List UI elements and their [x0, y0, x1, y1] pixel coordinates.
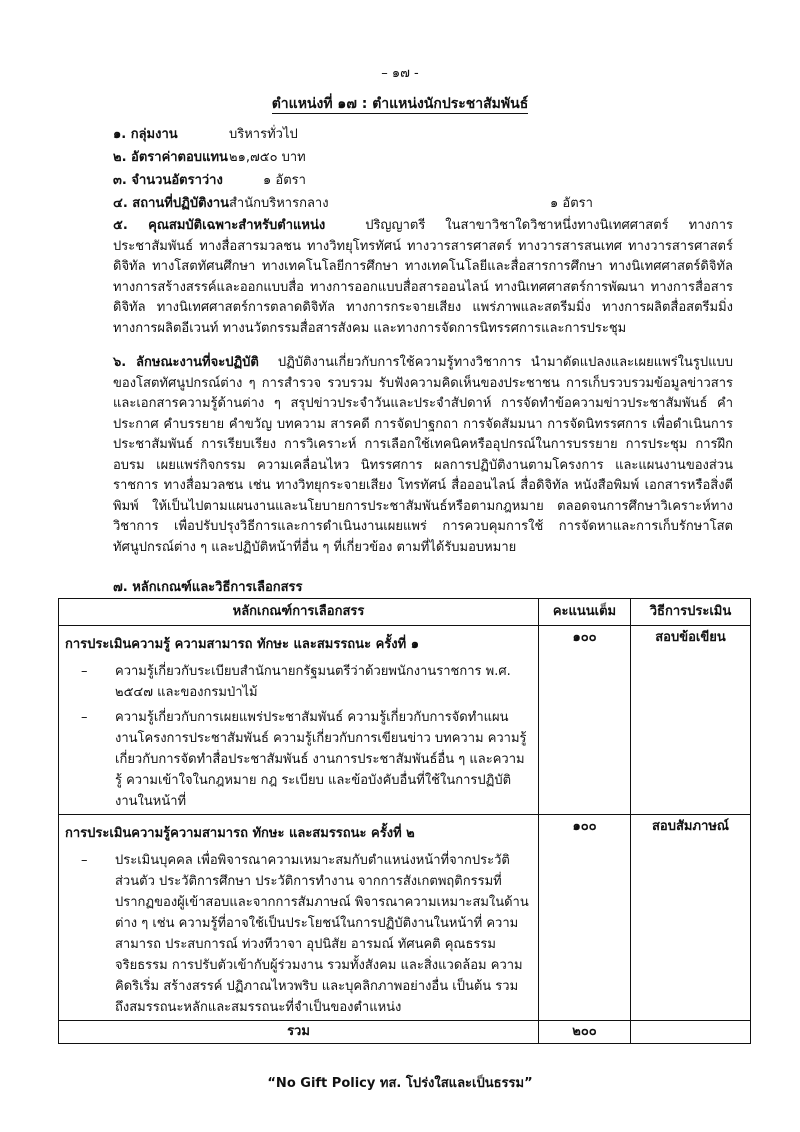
dash-bullet-icon: – — [81, 710, 88, 725]
duties-text: ปฏิบัติงานเกี่ยวกับการใช้ความรู้ทางวิชาการ นำมาดัดแปลงและเผยแพร่ในรูปแบบของโสตทัศนูปกรณ์ต่าง ๆ การสำรวจ รวบรวม รับฟังความคิดเห็นของประชาชน การเก็บรวบรวมข้อมูลข่าวสาร และเอกสารความรู้ด้านต่าง ๆ สรุปข่าวประจำวันและประจำสัปดาห์ การจัดทำข้อความข่าวประชาสัมพันธ์ คำประกาศ คำบรรยาย คำขวัญ บทความ สารคดี การจัดปาฐกถา การจัดสัมมนา การจัดนิทรรศการ เพื่อดำเนินการประชาสัมพันธ์ การเรียบเรียง การวิเคราะห์ การเลือกใช้เทคนิคหรืออุปกรณ์ในการบรรยาย การประชุม การฝึกอบรม เผยแพร่กิจกรรม ความเคลื่อนไหว นิทรรศการ ผลการปฏิบัติงานตามโครงการ และแผนงานของส่วนราชการ ทางสื่อมวลชน เช่น ทางวิทยุกระจายเสียง โทรทัศน์ สื่อออนไลน์ สื่อดิจิทัล หนังสือพิมพ์ เอกสารหรือสิ่งตีพิมพ์ ให้เป็นไปตามแผนงานและนโยบายการประชาสัมพันธ์หรือตามกฎหมาย ตลอดจนการศึกษาวิเคราะห์ทางวิชาการ เพื่อปรับปรุงวิธีการและการดำเนินงานเผยแพร่ การควบคุมการใช้ การจัดหาและการเก็บรักษาโสตทัศนูปกรณ์ต่าง ๆ และปฏิบัติหน้าที่อื่น ๆ ที่เกี่ยวข้อง ตามที่ได้รับมอบหมาย — [113, 355, 733, 555]
qualifications-label: ๕. คุณสมบัติเฉพาะสำหรับตำแหน่ง — [113, 218, 326, 233]
table-total-row — [59, 1021, 751, 1044]
table-row — [59, 626, 751, 815]
round-1-item-text: ความรู้เกี่ยวกับระเบียบสำนักนายกรัฐมนตรีว่าด้วยพนักงานราชการ พ.ศ. ๒๕๔๗ และของกรมป่าไม้ — [115, 664, 511, 700]
dash-bullet-icon: – — [81, 664, 88, 679]
round-2-item-text: ประเมินบุคคล เพื่อพิจารณาความเหมาะสมกับตำแหน่งหน้าที่จากประวัติส่วนตัว ประวัติการศึกษา ประวัติการทำงาน จากการสังเกตพฤติกรรมที่ปรากฏของผู้เข้าสอบและจากการสัมภาษณ์ พิจารณาความเหมาะสมในด้านต่าง ๆ เช่น ความรู้ที่อาจใช้เป็นประโยชน์ในการปฏิบัติงานในหน้าที่ ความสามารถ ประสบการณ์ ท่วงทีวาจา อุปนิสัย อารมณ์ ทัศนคติ คุณธรรม จริยธรรม การปรับตัวเข้ากับผู้ร่วมงาน รวมทั้งสังคม และสิ่งแวดล้อม ความคิดริเริ่ม สร้างสรรค์ ปฏิภาณไหวพริบ และบุคลิกภาพอย่างอื่น เป็นต้น รวมถึงสมรรถนะหลักและสมรรถนะที่จำเป็นของตำแหน่ง — [115, 853, 529, 1015]
round-1-item — [59, 659, 538, 705]
selection-criteria-table — [58, 598, 751, 1044]
footer-slogan: “No Gift Policy ทส. โปร่งใสและเป็นธรรม” — [267, 1076, 533, 1091]
info-label-vacancies: ๓. จำนวนอัตราว่าง — [113, 173, 223, 188]
position-title — [0, 93, 800, 115]
info-label-salary: ๒. อัตราค่าตอบแทน — [113, 150, 228, 165]
selection-heading: ๗. หลักเกณฑ์และวิธีการเลือกสรร — [113, 580, 303, 595]
total-label: รวม — [59, 1021, 539, 1044]
round-2-method: สอบสัมภาษณ์ — [631, 815, 751, 1021]
round-2-score: ๑๐๐ — [539, 815, 631, 1021]
round-2-title: การประเมินความรู้ความสามารถ ทักษะ และสมรรถนะ ครั้งที่ ๒ — [65, 826, 415, 841]
qualifications-text: ปริญญาตรี ในสาขาวิชาใดวิชาหนึ่งทางนิเทศศาสตร์ ทางการประชาสัมพันธ์ ทางสื่อสารมวลชน ทางวิทยุโทรทัศน์ ทางวารสารศาสตร์ ทางวารสารสนเทศ ทางวารสารศาสตร์ ดิจิทัล ทางโสตทัศนศึกษา ทางเทคโนโลยีการศึกษา ทางเทคโนโลยีและสื่อสารการศึกษา ทางนิเทศศาสตร์ดิจิทัล ทางการสร้างสรรค์และออกแบบสื่อ ทางการออกแบบสื่อสารออนไลน์ ทางนิเทศศาสตร์การพัฒนา ทางการสื่อสารดิจิทัล ทางนิเทศศาสตร์การตลาดดิจิทัล ทางการกระจายเสียง แพร่ภาพและสตรีมมิ่ง ทางการผลิตสื่อสตรีมมิ่ง ทางการผลิตอีเวนท์ ทางนวัตกรรมสื่อสารสังคม และทางการจัดการนิทรรศการและการประชุม — [113, 218, 734, 336]
round-1-item-text: ความรู้เกี่ยวกับการเผยแพร่ประชาสัมพันธ์ ความรู้เกี่ยวกับการจัดทำแผนงานโครงการประชาสัมพันธ์ ความรู้เกี่ยวกับการเขียนข่าว บทความ ความรู้เกี่ยวกับการจัดทำสื่อประชาสัมพันธ์ งานการประชาสัมพันธ์อื่น ๆ และความรู้ ความเข้าใจในกฎหมาย กฎ ระเบียบ และข้อบังคับอื่นที่ใช้ในการปฏิบัติงานในหน้าที่ — [115, 710, 527, 809]
round-1-criteria — [59, 626, 539, 815]
round-1-method: สอบข้อเขียน — [631, 626, 751, 815]
page-number: – ๑๗ - — [381, 66, 419, 81]
duties-paragraph — [113, 353, 733, 558]
info-label-location: ๔. สถานที่ปฏิบัติงาน — [113, 196, 230, 211]
round-2-item — [59, 848, 538, 1020]
total-score: ๒๐๐ — [539, 1021, 631, 1044]
round-2-criteria — [59, 815, 539, 1021]
round-1-score: ๑๐๐ — [539, 626, 631, 815]
header-criteria: หลักเกณฑ์การเลือกสรร — [59, 599, 539, 626]
position-title-text: ตำแหน่งที่ ๑๗ : ตำแหน่งนักประชาสัมพันธ์ — [271, 96, 529, 112]
info-value-location: สำนักบริหารกลาง — [229, 196, 329, 211]
table-header-row — [59, 599, 751, 626]
round-1-item — [59, 705, 538, 814]
info-value-salary: ๒๑,๗๕๐ บาท — [229, 150, 306, 165]
dash-bullet-icon: – — [81, 853, 88, 868]
info-extra-location: ๑ อัตรา — [550, 196, 593, 211]
round-1-title: การประเมินความรู้ ความสามารถ ทักษะ และสมรรถนะ ครั้งที่ ๑ — [65, 637, 419, 652]
info-value-vacancies: ๑ อัตรา — [263, 173, 306, 188]
qualifications-paragraph — [113, 216, 733, 339]
header-method: วิธีการประเมิน — [631, 599, 751, 626]
total-method-empty — [631, 1021, 751, 1044]
duties-label: ๖. ลักษณะงานที่จะปฏิบัติ — [113, 355, 259, 370]
table-row — [59, 815, 751, 1021]
header-score: คะแนนเต็ม — [539, 599, 631, 626]
info-label-group: ๑. กลุ่มงาน — [113, 127, 178, 142]
info-value-group: บริหารทั่วไป — [229, 127, 298, 142]
